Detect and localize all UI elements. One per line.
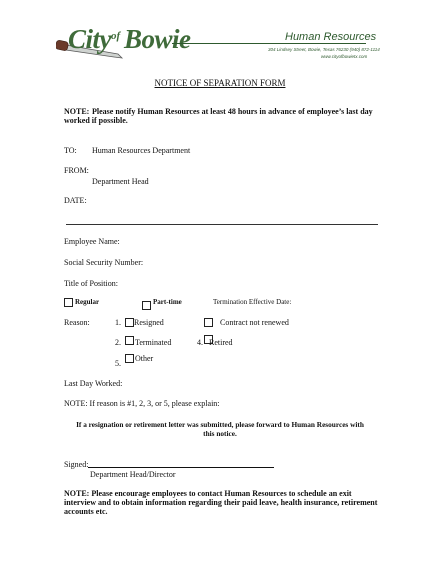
signature-caption: Department Head/Director xyxy=(90,470,176,479)
address-text: 304 Lindsey Street, Bowie, Texas 76230 (940) 872-1114 xyxy=(268,47,380,52)
reason-number: 1. xyxy=(115,318,121,327)
retired-label: Retired xyxy=(209,338,233,347)
note1-line2: worked if possible. xyxy=(64,116,128,125)
employee-name-label: Employee Name: xyxy=(64,237,120,246)
form-title: NOTICE OF SEPARATION FORM xyxy=(154,78,286,88)
logo-bowie-text: Bowie xyxy=(124,24,191,54)
note3-line2: interview and to obtain information regarding their paid leave, health insurance, retirement xyxy=(64,498,378,507)
note3-line3: accounts etc. xyxy=(64,507,108,516)
date-label: DATE: xyxy=(64,196,87,205)
department-label: Human Resources xyxy=(285,31,377,43)
section-divider xyxy=(66,224,378,225)
reason-number: 2. xyxy=(115,338,121,347)
instruction-line1: If a resignation or retirement letter was submitted, please forward to Human Resources with xyxy=(76,420,364,429)
last-day-label: Last Day Worked: xyxy=(64,379,123,388)
other-label: Other xyxy=(135,354,154,363)
from-label: FROM: xyxy=(64,166,89,175)
terminated-checkbox[interactable] xyxy=(125,336,134,345)
regular-label: Regular xyxy=(75,298,100,306)
logo-of-text: of xyxy=(111,30,121,42)
reason-label: Reason: xyxy=(64,318,90,327)
signed-label: Signed: xyxy=(64,460,89,469)
contract-not-renewed-checkbox[interactable] xyxy=(204,318,213,327)
terminated-label: Terminated xyxy=(135,338,172,347)
parttime-label: Part-time xyxy=(153,298,182,306)
regular-checkbox[interactable] xyxy=(64,298,73,307)
header-divider xyxy=(172,43,366,44)
position-label: Title of Position: xyxy=(64,279,118,288)
reason-number: 5. xyxy=(115,359,121,368)
logo-city-text: City xyxy=(68,24,111,54)
other-checkbox[interactable] xyxy=(125,354,134,363)
to-value: Human Resources Department xyxy=(92,146,191,155)
reason-number: 4. xyxy=(197,338,203,347)
note3-line1: NOTE: Please encourage employees to contact Human Resources to schedule an exit xyxy=(64,489,352,498)
resigned-label: Resigned xyxy=(134,318,164,327)
note1-line1: Please notify Human Resources at least 48 hours in advance of employee’s last day xyxy=(92,107,373,116)
signature-line[interactable] xyxy=(88,467,274,468)
instruction-line2: this notice. xyxy=(203,429,237,438)
from-value: Department Head xyxy=(92,177,149,186)
to-label: TO: xyxy=(64,146,77,155)
termination-date-label: Termination Effective Date: xyxy=(213,298,292,306)
resigned-checkbox[interactable] xyxy=(125,318,134,327)
note1-prefix: NOTE: xyxy=(64,107,90,116)
parttime-checkbox[interactable] xyxy=(142,301,151,310)
note2-text: NOTE: If reason is #1, 2, 3, or 5, please explain: xyxy=(64,399,220,408)
ssn-label: Social Security Number: xyxy=(64,258,144,267)
contract-not-renewed-label: Contract not renewed xyxy=(220,318,289,327)
website-text: www.cityofbowietx.com xyxy=(321,54,368,59)
